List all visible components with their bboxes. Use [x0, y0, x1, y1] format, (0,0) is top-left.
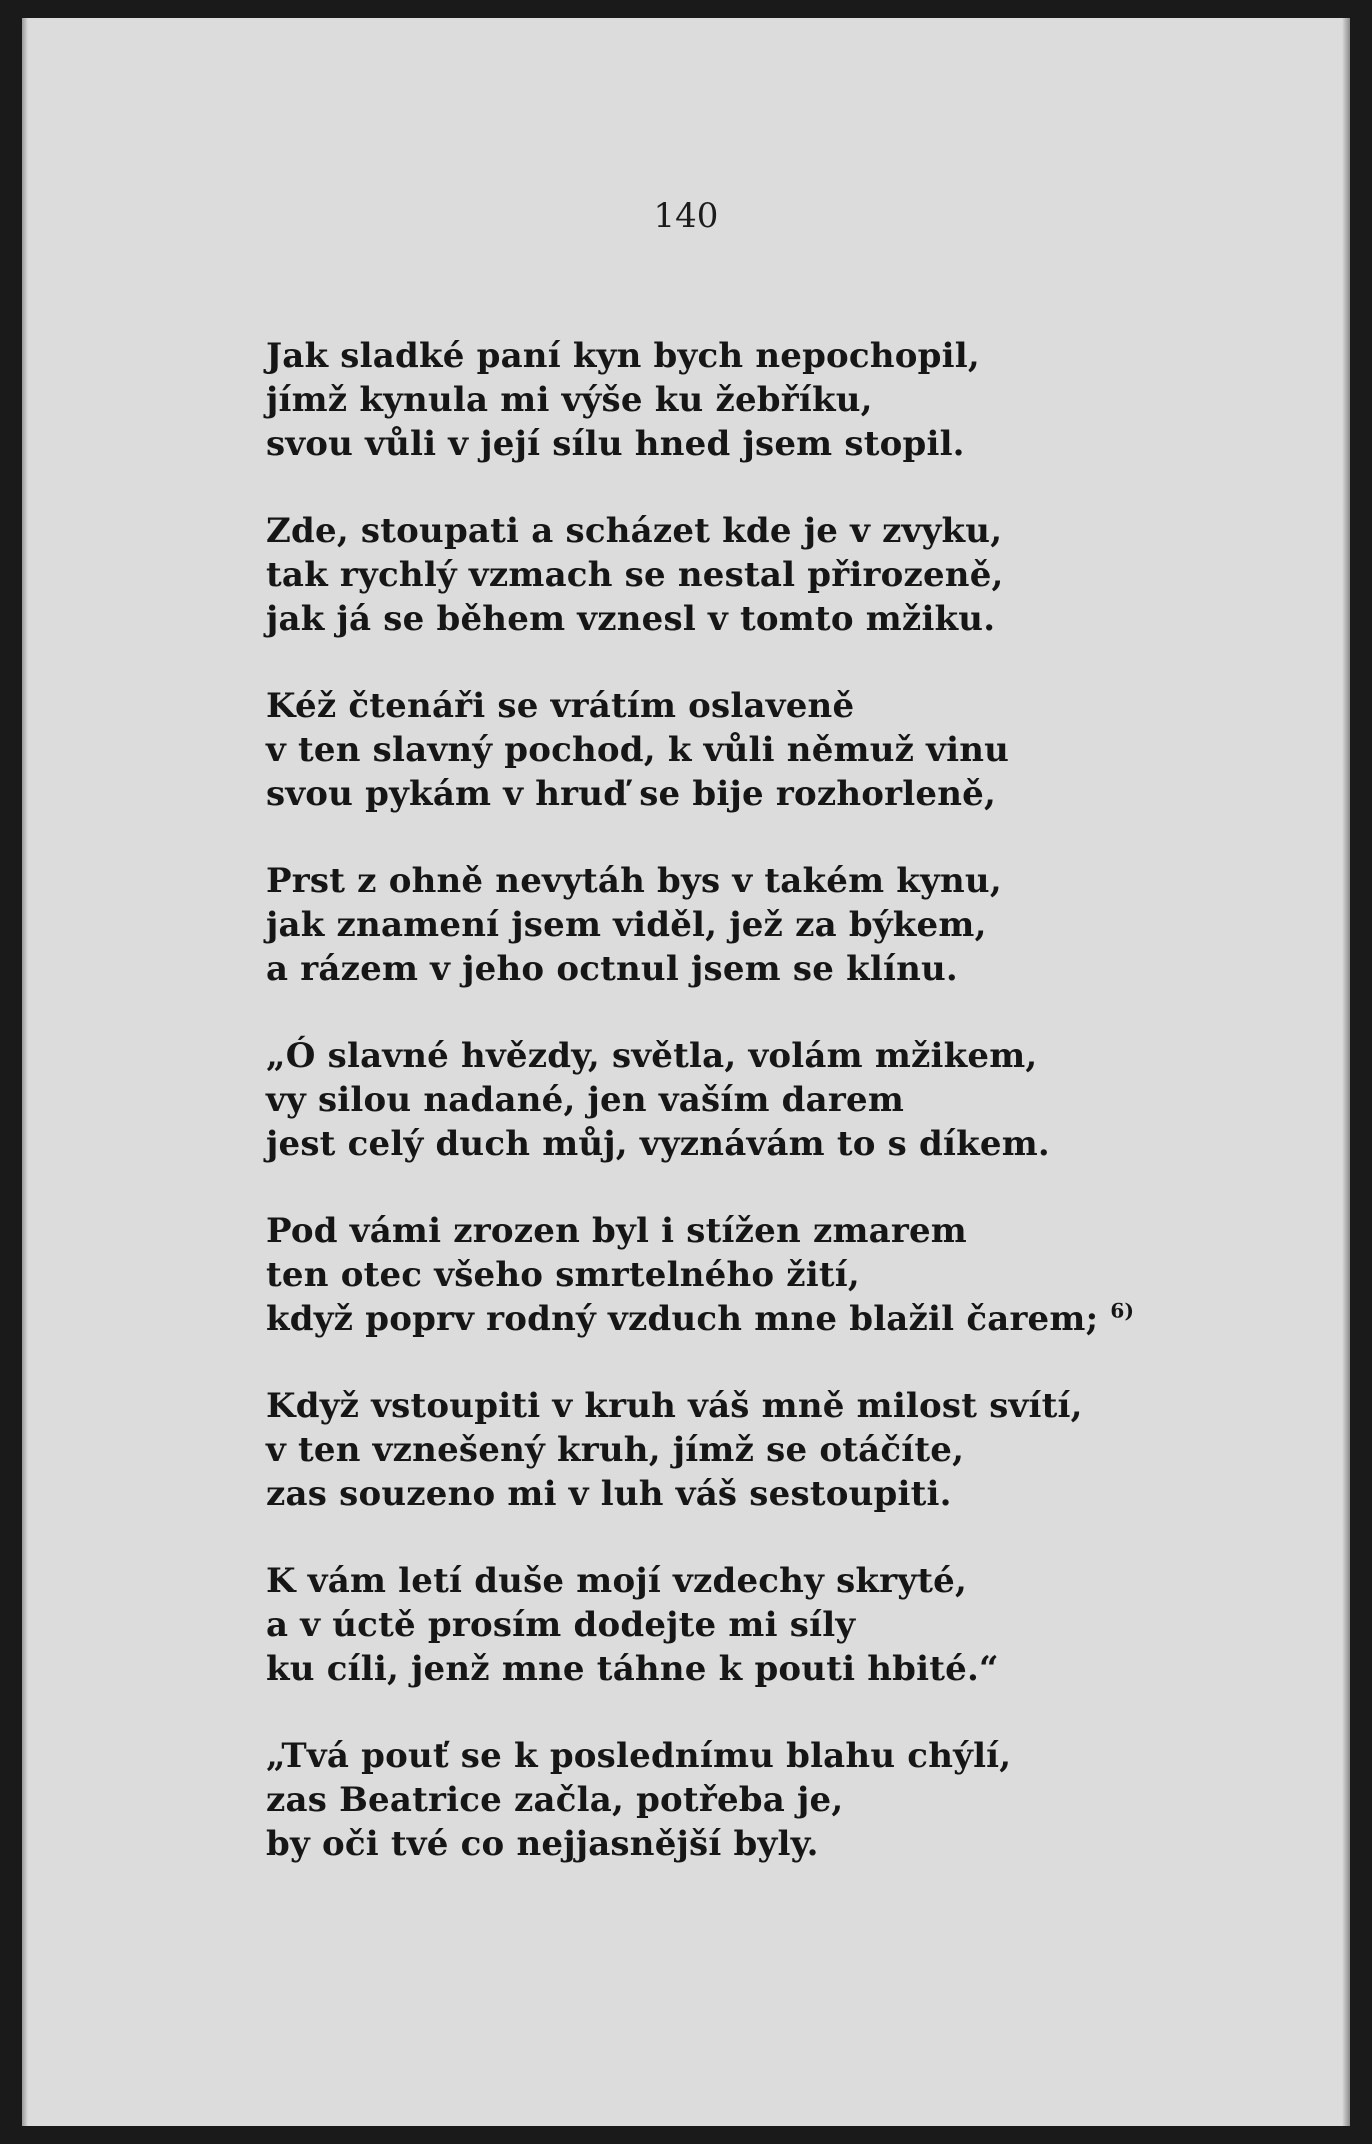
verse-line: zas souzeno mi v luh váš sestoupiti.	[266, 1474, 952, 1514]
verse-line: zas Beatrice začla, potřeba je,	[266, 1780, 844, 1820]
verse-line: jest celý duch můj, vyznávám to s díkem.	[266, 1124, 1050, 1164]
stanza	[266, 1734, 1266, 1866]
verse-line: jak já se během vznesl v tomto mžiku.	[266, 599, 996, 639]
verse-line: Prst z ohně nevytáh bys v takém kynu,	[266, 861, 1002, 901]
verse-line: vy silou nadané, jen vaším darem	[266, 1080, 905, 1120]
verse-line: tak rychlý vzmach se nestal přirozeně,	[266, 555, 1004, 595]
verse-line: K vám letí duše mojí vzdechy skryté,	[266, 1561, 968, 1601]
stanza	[266, 1209, 1266, 1341]
verse-line: jak znamení jsem viděl, jež za býkem,	[266, 905, 987, 945]
verse-line: „Tvá pouť se k poslednímu blahu chýlí,	[266, 1736, 1012, 1776]
poem	[266, 334, 1266, 1909]
stanza	[266, 509, 1266, 641]
stanza	[266, 1384, 1266, 1516]
stanza	[266, 334, 1266, 466]
verse-line: Pod vámi zrozen byl i stížen zmarem	[266, 1211, 967, 1251]
page-number: 140	[653, 196, 719, 236]
page-edge-left	[22, 18, 28, 2126]
verse-line: jímž kynula mi výše ku žebříku,	[266, 380, 873, 420]
stanza	[266, 684, 1266, 816]
book-page	[22, 18, 1350, 2126]
stanza	[266, 1559, 1266, 1691]
footnote-marker: 6)	[1110, 1298, 1135, 1323]
verse-line: Jak sladké paní kyn bych nepochopil,	[266, 336, 980, 376]
verse-line: svou pykám v hruď se bije rozhorleně,	[266, 774, 997, 814]
verse-line: v ten vznešený kruh, jímž se otáčíte,	[266, 1430, 965, 1470]
verse-line: Zde, stoupati a scházet kde je v zvyku,	[266, 511, 1003, 551]
verse-line: „Ó slavné hvězdy, světla, volám mžikem,	[266, 1036, 1038, 1076]
page-edge-right	[1342, 18, 1350, 2126]
verse-line: Když vstoupiti v kruh váš mně milost svítí,	[266, 1386, 1083, 1426]
verse-text: když poprv rodný vzduch mne blažil čarem;	[266, 1299, 1099, 1339]
verse-line: ten otec všeho smrtelného žití,	[266, 1255, 860, 1295]
stanza	[266, 1034, 1266, 1166]
verse-line: svou vůli v její sílu hned jsem stopil.	[266, 424, 965, 464]
verse-line: by oči tvé co nejjasnější byly.	[266, 1824, 819, 1864]
verse-line-with-footnote	[266, 1297, 1266, 1341]
verse-line: v ten slavný pochod, k vůli němuž vinu	[266, 730, 1010, 770]
stanza	[266, 859, 1266, 991]
verse-line: ku cíli, jenž mne táhne k pouti hbité.“	[266, 1649, 999, 1689]
verse-line: a rázem v jeho octnul jsem se klínu.	[266, 949, 958, 989]
verse-line: Kéž čtenáři se vrátím oslaveně	[266, 686, 855, 726]
verse-line: a v úctě prosím dodejte mi síly	[266, 1605, 856, 1645]
